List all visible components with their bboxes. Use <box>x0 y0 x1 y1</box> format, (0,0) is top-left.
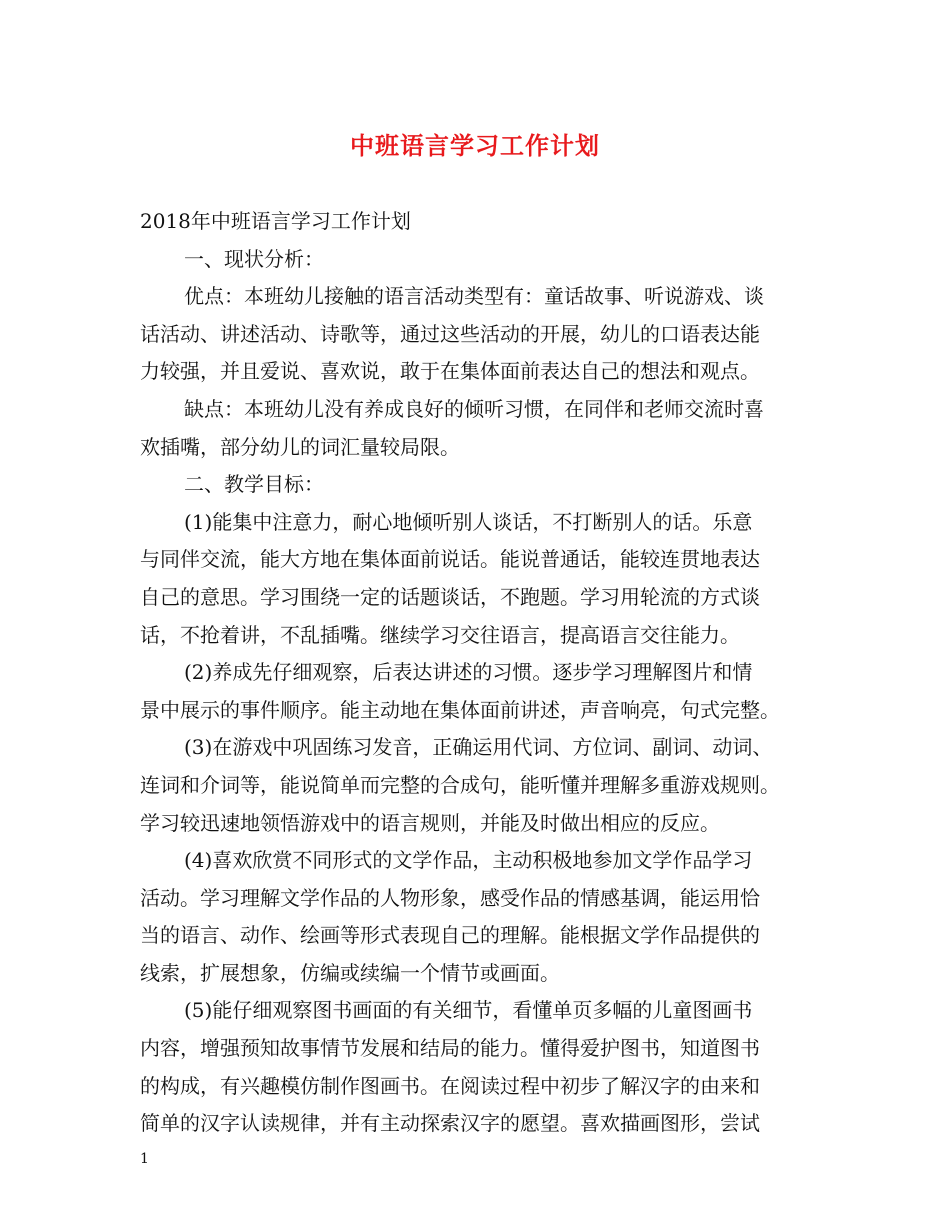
document-subtitle: 2018年中班语言学习工作计划 <box>140 209 411 233</box>
paragraph-line: 欢插嘴，部分幼儿的词汇量较局限。 <box>140 434 460 459</box>
paragraph-line: (5)能仔细观察图书画面的有关细节，看懂单页多幅的儿童图画书 <box>184 998 753 1023</box>
paragraph-line: 景中展示的事件顺序。能主动地在集体面前讲述，声音响亮，句式完整。 <box>140 697 780 722</box>
paragraph-line: 与同伴交流，能大方地在集体面前说话。能说普通话，能较连贯地表达 <box>140 547 760 572</box>
paragraph-line: 线索，扩展想象，仿编或续编一个情节或画面。 <box>140 960 560 985</box>
paragraph-line: 力较强，并且爱说、喜欢说，敢于在集体面前表达自己的想法和观点。 <box>140 359 760 384</box>
paragraph-line: 当的语言、动作、绘画等形式表现自己的理解。能根据文学作品提供的 <box>140 923 760 948</box>
paragraph-line: 活动。学习理解文学作品的人物形象，感受作品的情感基调，能运用恰 <box>140 885 760 910</box>
paragraph-line: 内容，增强预知故事情节发展和结局的能力。懂得爱护图书，知道图书 <box>140 1036 760 1061</box>
document-title: 中班语言学习工作计划 <box>350 131 600 160</box>
paragraph-line: (1)能集中注意力，耐心地倾听别人谈话，不打断别人的话。乐意 <box>184 509 753 534</box>
document-body <box>140 203 820 1143</box>
paragraph-line: (4)喜欢欣赏不同形式的文学作品，主动积极地参加文学作品学习 <box>184 848 753 873</box>
paragraph-line: 简单的汉字认读规律，并有主动探索汉字的愿望。喜欢描画图形，尝试 <box>140 1111 760 1136</box>
paragraph-line: 优点：本班幼儿接触的语言活动类型有：童话故事、听说游戏、谈 <box>184 284 764 309</box>
paragraph-line: 缺点：本班幼儿没有养成良好的倾听习惯，在同伴和老师交流时喜 <box>184 396 764 421</box>
paragraph-line: (2)养成先仔细观察，后表达讲述的习惯。逐步学习理解图片和情 <box>184 660 753 685</box>
paragraph-line: 连词和介词等，能说简单而完整的合成句，能听懂并理解多重游戏规则。 <box>140 772 780 797</box>
paragraph-line: 的构成，有兴趣模仿制作图画书。在阅读过程中初步了解汉字的由来和 <box>140 1073 760 1098</box>
paragraph-line: 话，不抢着讲，不乱插嘴。继续学习交往语言，提高语言交往能力。 <box>140 622 740 647</box>
paragraph-line: 学习较迅速地领悟游戏中的语言规则，并能及时做出相应的反应。 <box>140 810 720 835</box>
paragraph-line: (3)在游戏中巩固练习发音，正确运用代词、方位词、副词、动词、 <box>184 735 773 760</box>
section-heading-goals: 二、教学目标： <box>184 472 324 497</box>
page-number: 1 <box>140 1151 149 1167</box>
section-heading-status: 一、现状分析： <box>184 246 324 271</box>
paragraph-line: 自己的意思。学习围绕一定的话题谈话，不跑题。学习用轮流的方式谈 <box>140 584 760 609</box>
paragraph-line: 话活动、讲述活动、诗歌等，通过这些活动的开展，幼儿的口语表达能 <box>140 321 760 346</box>
